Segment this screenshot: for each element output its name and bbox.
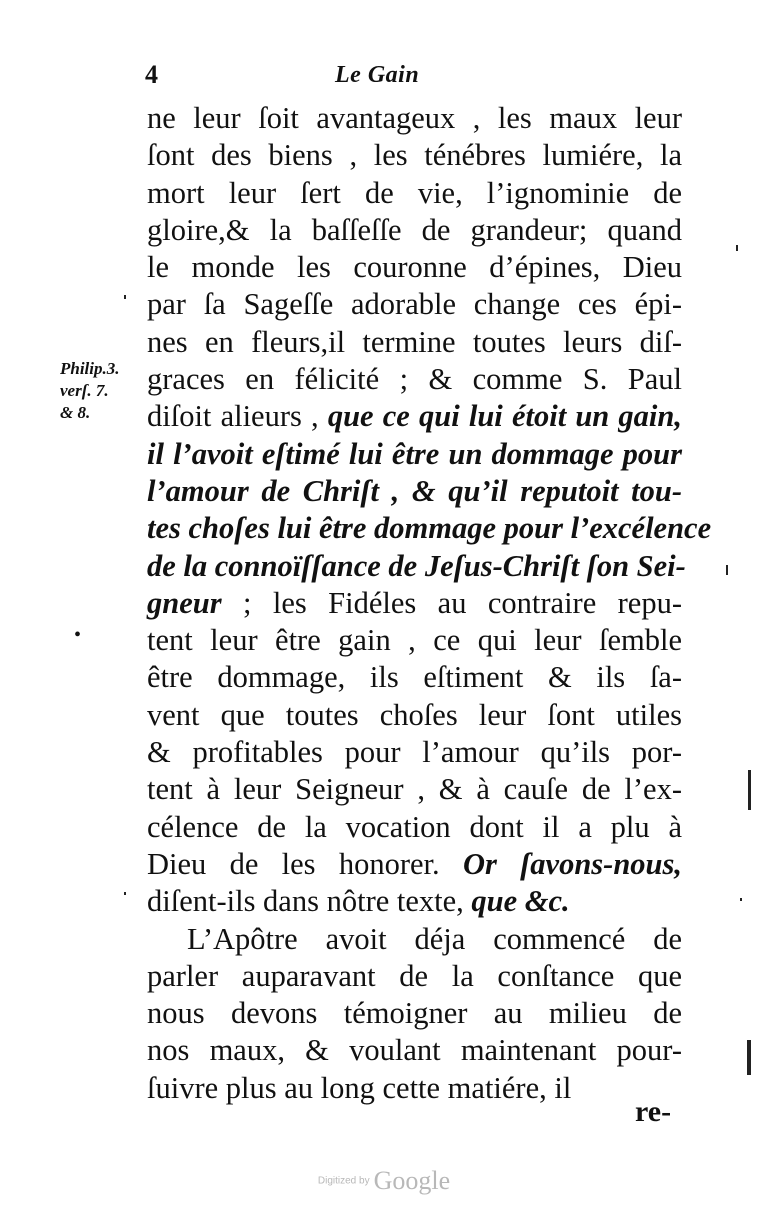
text-line (147, 1032, 682, 1069)
text-line (147, 883, 682, 920)
scan-mark (124, 892, 126, 895)
margin-note-line: verſ. 7. (60, 381, 109, 400)
scan-mark (726, 565, 728, 575)
text-span: ſont des biens , les ténébres lumiére, la (147, 138, 682, 173)
text-line (147, 921, 682, 958)
italic-quote-span: tes choſes lui être dommage pour l’excélence (147, 511, 712, 546)
text-span: être dommage, ils eſtiment & ils ſa- (147, 660, 682, 695)
italic-quote-span: il l’avoit eſtimé lui être un dommage pour (147, 436, 682, 471)
text-span: gloire,& la baſſeſſe de grandeur; quand (147, 212, 682, 247)
text-line (147, 771, 682, 808)
italic-quote-span: que ce qui lui étoit un gain, (327, 399, 682, 434)
text-span: nous devons témoigner au milieu de (147, 996, 682, 1031)
text-line (147, 734, 682, 771)
text-span: nos maux, & voulant maintenant pour- (147, 1033, 682, 1068)
text-line (147, 958, 682, 995)
catchword: re- (635, 1095, 672, 1128)
text-span: ; les Fidéles au contraire repu- (221, 585, 682, 620)
text-line (147, 361, 682, 398)
margin-note-line: & 8. (60, 403, 91, 422)
text-span: L’Apôtre avoit déja commencé de (187, 921, 682, 956)
text-span: le monde les couronne d’épines, Dieu (147, 250, 682, 285)
text-span: graces en félicité ; & comme S. Paul (147, 362, 682, 397)
body-text (147, 100, 712, 1107)
text-line (147, 398, 682, 435)
margin-note-line: Philip.3. (60, 359, 120, 378)
italic-quote-span: de la connoïſſance de Jeſus-Chriſt ſon Sei- (147, 548, 686, 583)
text-line (147, 100, 682, 137)
scan-mark (747, 1040, 751, 1075)
watermark-small-text: Digitized by (317, 1175, 370, 1187)
text-line (147, 137, 682, 174)
watermark-logo-text: Google (373, 1166, 451, 1195)
text-line (147, 249, 682, 286)
text-span: ne leur ſoit avantageux , les maux leur (147, 101, 682, 135)
text-line (147, 1070, 682, 1107)
text-line (147, 436, 682, 473)
digitized-watermark (0, 1166, 768, 1196)
text-span: ſuivre plus au long cette matiére, il (147, 1070, 572, 1105)
text-span: par ſa Sageſſe adorable change ces épi- (147, 287, 682, 322)
text-span: diſent-ils dans nôtre texte, (147, 884, 472, 919)
italic-quote-span: gneur (147, 585, 222, 620)
text-line (147, 548, 686, 585)
text-line (147, 659, 682, 696)
text-line (147, 995, 682, 1032)
running-head: Le Gain (335, 62, 420, 88)
text-line (147, 697, 682, 734)
text-span: tent leur être gain , ce qui leur ſemble (147, 623, 682, 658)
page-number: 4 (145, 60, 158, 89)
text-line (147, 324, 682, 361)
text-span: & profitables pour l’amour qu’ils por- (147, 735, 682, 770)
text-span: mort leur ſert de vie, l’ignominie de (147, 175, 682, 210)
text-line (147, 622, 682, 659)
text-span: Dieu de les honorer. (147, 846, 463, 881)
text-line (147, 585, 682, 622)
text-line (147, 175, 682, 212)
text-line (147, 473, 682, 510)
text-span: diſoit alieurs , (147, 399, 328, 434)
margin-bullet: • (74, 624, 82, 646)
scan-mark (748, 770, 751, 810)
text-span: vent que toutes choſes leur ſont utiles (147, 697, 682, 732)
italic-quote-span: Or ſavons-nous, (462, 846, 683, 881)
text-span: parler auparavant de la conſtance que (147, 958, 682, 993)
text-span: tent à leur Seigneur , & à cauſe de l’ex- (147, 772, 682, 807)
scan-mark (736, 245, 738, 251)
text-line (147, 212, 682, 249)
scan-mark (124, 295, 126, 299)
text-line (147, 510, 712, 547)
scan-mark (740, 898, 742, 901)
marginal-citation (60, 358, 150, 424)
italic-quote-span: l’amour de Chriſt , & qu’il reputoit tou- (147, 473, 682, 508)
page-header (145, 60, 475, 100)
text-span: célence de la vocation dont il a plu à (147, 809, 682, 844)
text-line (147, 286, 682, 323)
text-span: nes en fleurs,il termine toutes leurs diſ- (147, 324, 682, 359)
italic-quote-span: que &c. (471, 884, 570, 919)
text-line (147, 809, 682, 846)
text-line (147, 846, 682, 883)
